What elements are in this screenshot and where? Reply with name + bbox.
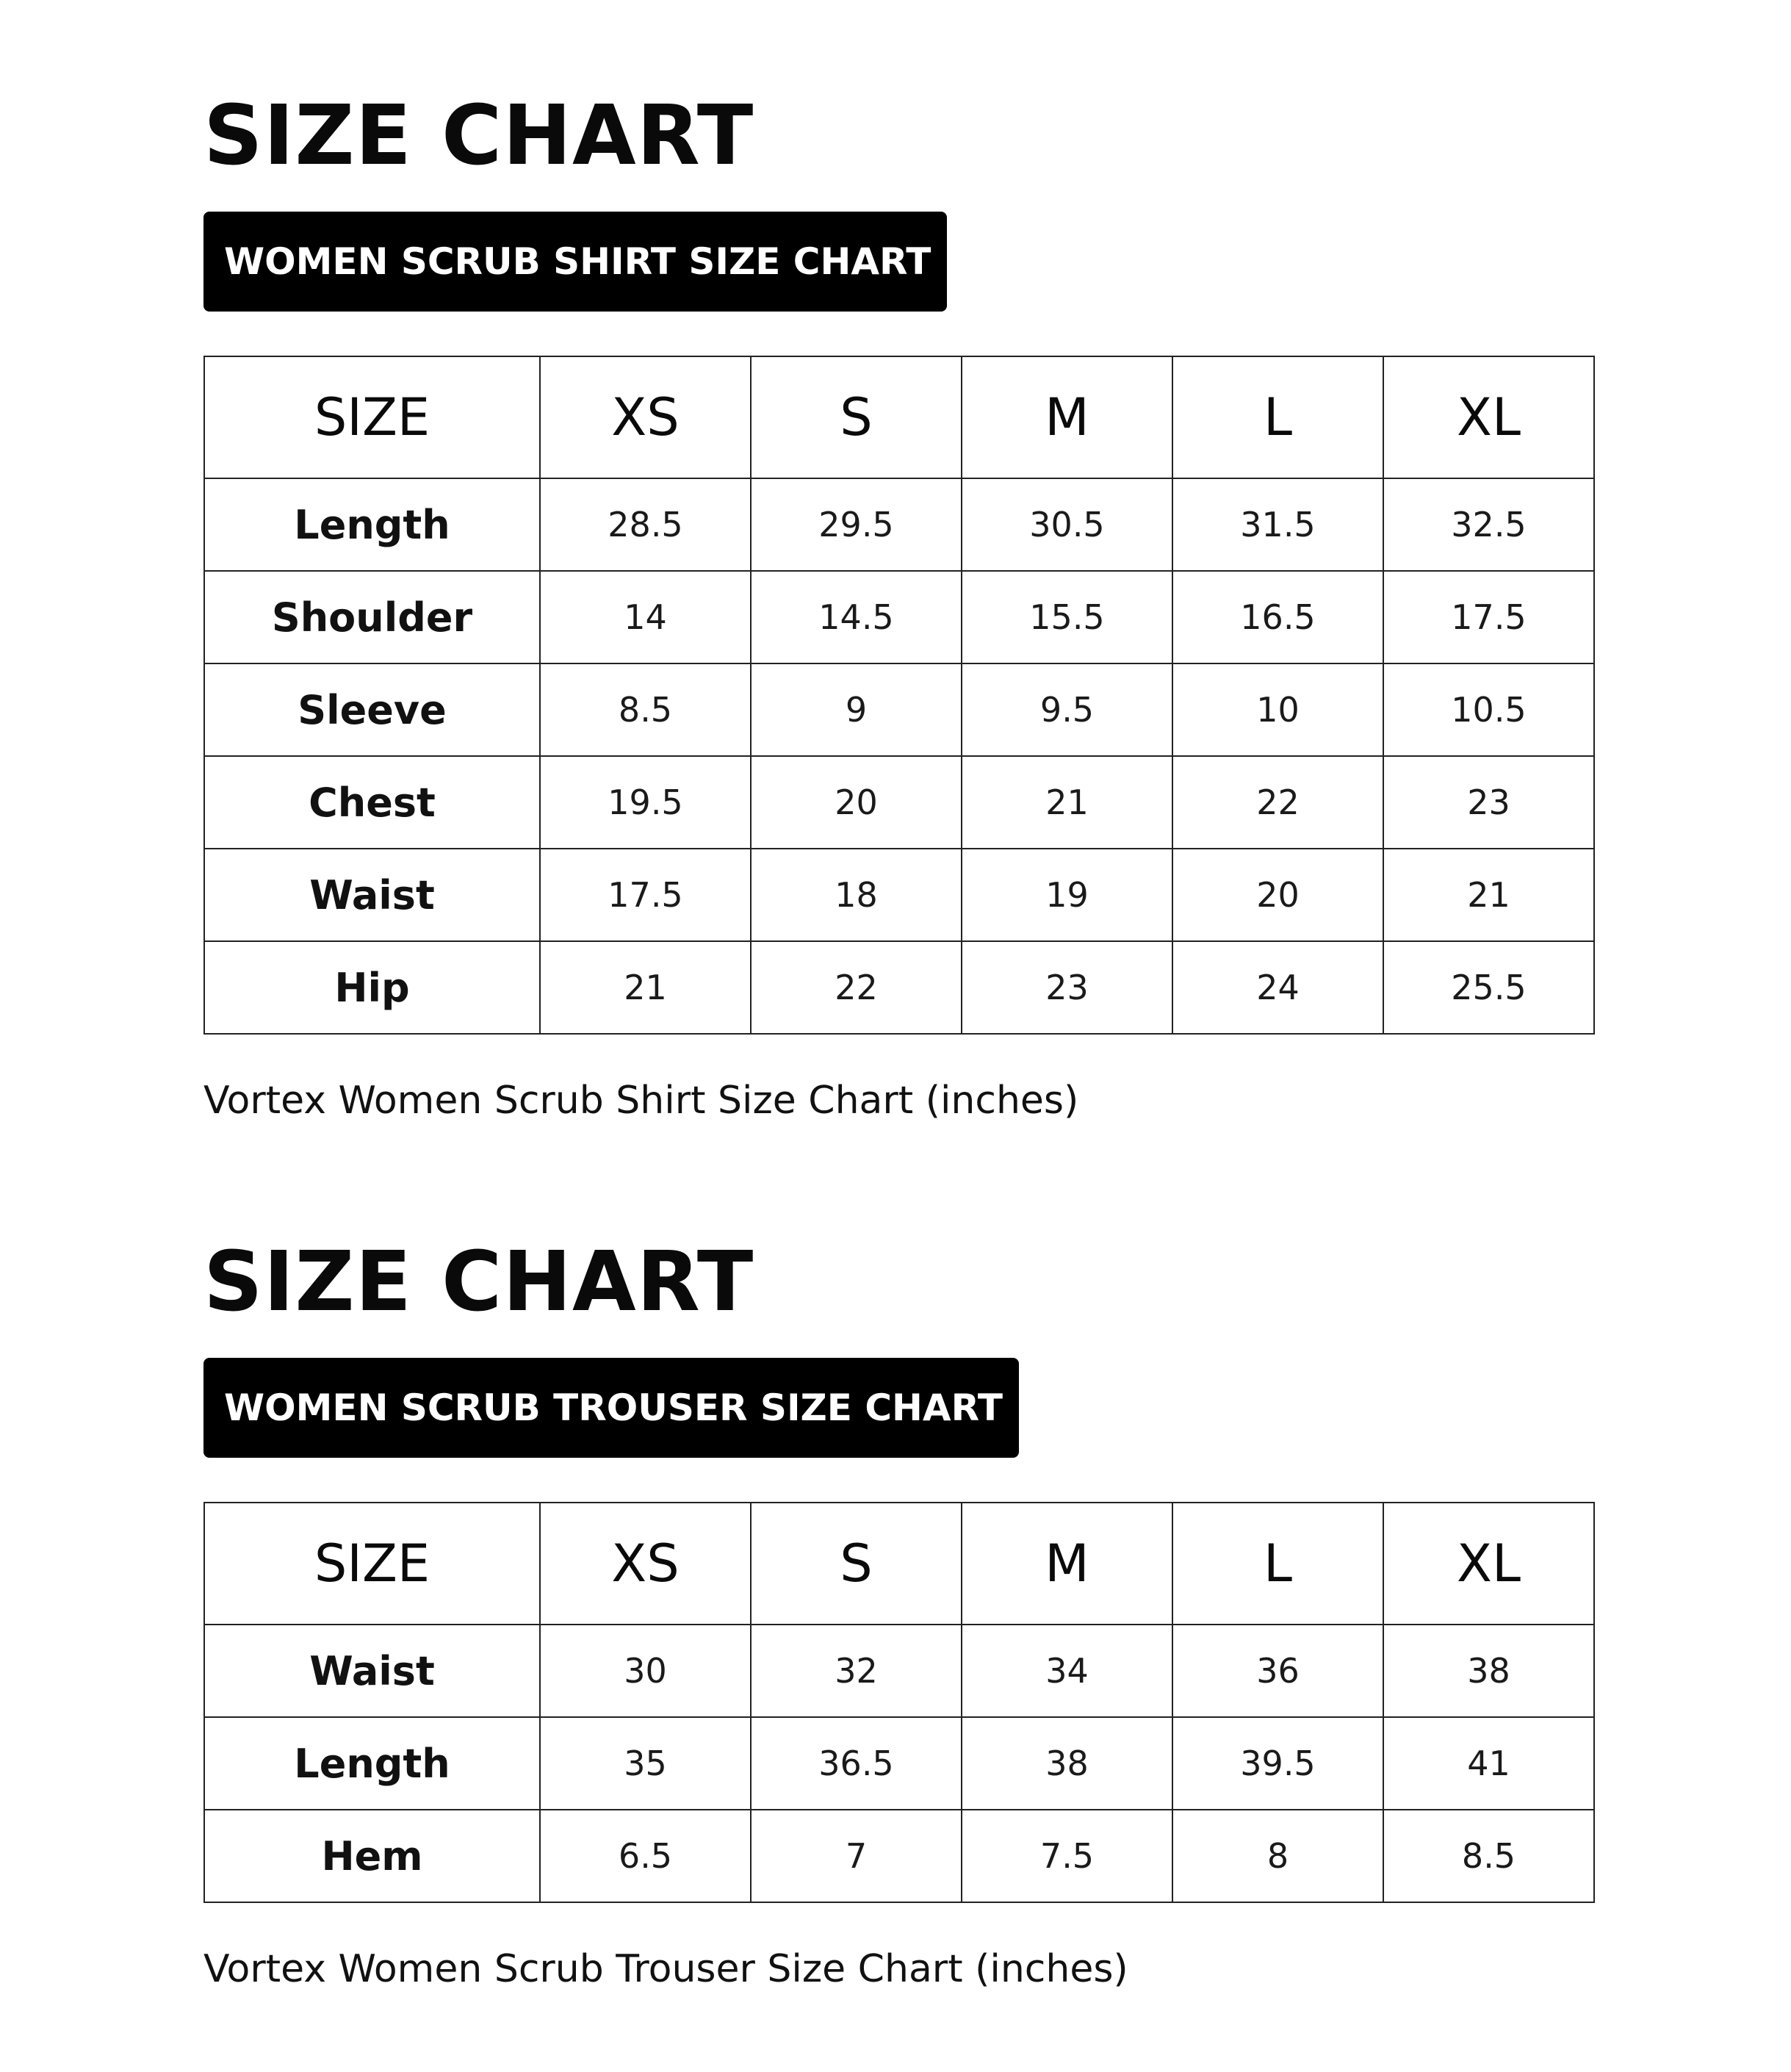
table-cell: 9 [751,663,962,756]
column-header: M [962,1503,1172,1625]
table-cell: 21 [540,941,751,1034]
table-cell: 17.5 [1383,571,1594,663]
table-row [204,571,1594,663]
table-cell: 7.5 [962,1810,1172,1902]
table-cell: 39.5 [1172,1717,1383,1810]
table-cell: 7 [751,1810,962,1902]
table-cell: 34 [962,1625,1172,1717]
table-row [204,1717,1594,1810]
table-cell: 38 [1383,1625,1594,1717]
table-cell: 29.5 [751,478,962,571]
table-cell: 14 [540,571,751,663]
trouser-size-chart-section [203,1234,1593,1991]
table-cell: 21 [1383,849,1594,941]
table-cell: 25.5 [1383,941,1594,1034]
column-header: L [1172,1503,1383,1625]
table-row [204,1625,1594,1717]
table-cell: 21 [962,756,1172,849]
table-cell: 17.5 [540,849,751,941]
table-header-row [204,1503,1594,1625]
table-cell: 14.5 [751,571,962,663]
table-cell: 10 [1172,663,1383,756]
table-cell: 20 [1172,849,1383,941]
row-label: Length [204,478,540,571]
table-cell: 19 [962,849,1172,941]
table-cell: 32.5 [1383,478,1594,571]
column-header: SIZE [204,356,540,478]
page-title: SIZE CHART [203,1234,754,1330]
trouser-table-caption: Vortex Women Scrub Trouser Size Chart (inches) [203,1947,1128,1991]
table-cell: 23 [962,941,1172,1034]
table-row [204,663,1594,756]
table-cell: 23 [1383,756,1594,849]
table-cell: 38 [962,1717,1172,1810]
shirt-table-caption: Vortex Women Scrub Shirt Size Chart (inches) [203,1079,1079,1123]
shirt-size-table [203,356,1595,1035]
table-cell: 18 [751,849,962,941]
column-header: M [962,356,1172,478]
table-row [204,1810,1594,1902]
column-header: XS [540,356,751,478]
column-header: SIZE [204,1503,540,1625]
row-label: Hip [204,941,540,1034]
table-cell: 30 [540,1625,751,1717]
table-cell: 35 [540,1717,751,1810]
page-title: SIZE CHART [203,88,754,184]
table-cell: 41 [1383,1717,1594,1810]
column-header: S [751,356,962,478]
row-label: Waist [204,1625,540,1717]
table-cell: 10.5 [1383,663,1594,756]
table-cell: 20 [751,756,962,849]
row-label: Waist [204,849,540,941]
table-cell: 32 [751,1625,962,1717]
table-cell: 8.5 [1383,1810,1594,1902]
shirt-chart-badge: WOMEN SCRUB SHIRT SIZE CHART [203,212,947,312]
table-cell: 30.5 [962,478,1172,571]
row-label: Shoulder [204,571,540,663]
table-cell: 8 [1172,1810,1383,1902]
table-cell: 15.5 [962,571,1172,663]
table-row [204,941,1594,1034]
table-cell: 22 [751,941,962,1034]
shirt-size-chart-section [203,88,1593,1123]
trouser-chart-badge: WOMEN SCRUB TROUSER SIZE CHART [203,1358,1019,1458]
table-row [204,478,1594,571]
table-cell: 36.5 [751,1717,962,1810]
table-cell: 6.5 [540,1810,751,1902]
table-cell: 31.5 [1172,478,1383,571]
table-cell: 19.5 [540,756,751,849]
table-row [204,756,1594,849]
table-cell: 36 [1172,1625,1383,1717]
column-header: L [1172,356,1383,478]
row-label: Chest [204,756,540,849]
table-cell: 24 [1172,941,1383,1034]
column-header: XS [540,1503,751,1625]
row-label: Hem [204,1810,540,1902]
table-cell: 28.5 [540,478,751,571]
table-cell: 8.5 [540,663,751,756]
trouser-size-table [203,1502,1595,1903]
table-cell: 22 [1172,756,1383,849]
table-header-row [204,356,1594,478]
table-row [204,849,1594,941]
row-label: Length [204,1717,540,1810]
row-label: Sleeve [204,663,540,756]
column-header: XL [1383,356,1594,478]
table-cell: 9.5 [962,663,1172,756]
table-cell: 16.5 [1172,571,1383,663]
column-header: XL [1383,1503,1594,1625]
column-header: S [751,1503,962,1625]
